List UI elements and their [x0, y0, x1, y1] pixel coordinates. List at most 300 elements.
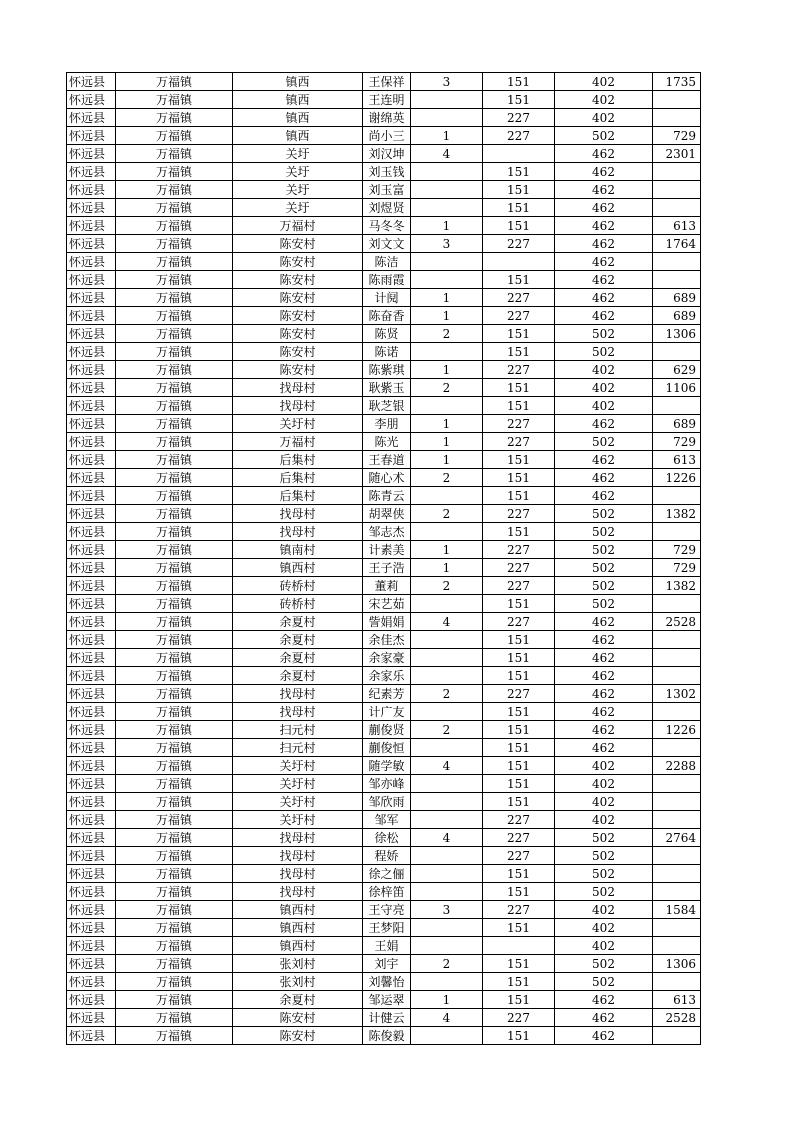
household-size-cell: 1	[411, 433, 483, 451]
name-cell: 董莉	[363, 577, 411, 595]
total-cell	[653, 919, 701, 937]
amount-b-cell: 402	[555, 919, 653, 937]
table-row	[67, 829, 701, 847]
household-size-cell: 1	[411, 559, 483, 577]
name-cell: 尚小三	[363, 127, 411, 145]
total-cell: 1106	[653, 379, 701, 397]
amount-b-cell: 502	[555, 343, 653, 361]
name-cell: 邹志杰	[363, 523, 411, 541]
total-cell	[653, 523, 701, 541]
table-row	[67, 253, 701, 271]
table-row	[67, 235, 701, 253]
total-cell	[653, 631, 701, 649]
amount-a-cell: 151	[483, 703, 555, 721]
county-cell: 怀远县	[67, 433, 116, 451]
table-row	[67, 415, 701, 433]
county-cell: 怀远县	[67, 811, 116, 829]
county-cell: 怀远县	[67, 667, 116, 685]
name-cell: 胡翠侠	[363, 505, 411, 523]
amount-a-cell: 151	[483, 757, 555, 775]
village-cell: 找母村	[233, 865, 363, 883]
town-cell: 万福镇	[116, 487, 233, 505]
table-row	[67, 181, 701, 199]
amount-a-cell: 151	[483, 721, 555, 739]
village-cell: 张刘村	[233, 955, 363, 973]
table-row	[67, 775, 701, 793]
amount-a-cell: 151	[483, 991, 555, 1009]
household-size-cell: 3	[411, 901, 483, 919]
town-cell: 万福镇	[116, 937, 233, 955]
amount-a-cell: 227	[483, 307, 555, 325]
village-cell: 找母村	[233, 883, 363, 901]
village-cell: 镇西村	[233, 919, 363, 937]
county-cell: 怀远县	[67, 847, 116, 865]
county-cell: 怀远县	[67, 1027, 116, 1045]
total-cell: 1735	[653, 73, 701, 91]
amount-b-cell: 402	[555, 73, 653, 91]
amount-b-cell: 502	[555, 127, 653, 145]
table-row	[67, 325, 701, 343]
amount-b-cell: 462	[555, 451, 653, 469]
total-cell	[653, 937, 701, 955]
amount-a-cell: 151	[483, 667, 555, 685]
village-cell: 陈安村	[233, 307, 363, 325]
amount-b-cell: 462	[555, 631, 653, 649]
county-cell: 怀远县	[67, 865, 116, 883]
household-size-cell: 2	[411, 505, 483, 523]
total-cell: 2764	[653, 829, 701, 847]
household-size-cell	[411, 631, 483, 649]
town-cell: 万福镇	[116, 127, 233, 145]
table-row	[67, 109, 701, 127]
amount-a-cell: 151	[483, 217, 555, 235]
household-size-cell: 3	[411, 235, 483, 253]
village-cell: 余夏村	[233, 631, 363, 649]
amount-a-cell: 151	[483, 181, 555, 199]
county-cell: 怀远县	[67, 451, 116, 469]
total-cell: 1306	[653, 955, 701, 973]
amount-b-cell: 502	[555, 505, 653, 523]
amount-a-cell: 151	[483, 523, 555, 541]
county-cell: 怀远县	[67, 199, 116, 217]
household-size-cell	[411, 181, 483, 199]
town-cell: 万福镇	[116, 415, 233, 433]
total-cell	[653, 775, 701, 793]
town-cell: 万福镇	[116, 685, 233, 703]
table-row	[67, 649, 701, 667]
total-cell	[653, 1027, 701, 1045]
name-cell: 余佳杰	[363, 631, 411, 649]
total-cell: 1382	[653, 577, 701, 595]
household-size-cell: 4	[411, 613, 483, 631]
household-size-cell: 1	[411, 991, 483, 1009]
total-cell: 1302	[653, 685, 701, 703]
total-cell: 629	[653, 361, 701, 379]
table-row	[67, 505, 701, 523]
name-cell: 纪素芳	[363, 685, 411, 703]
table-row	[67, 865, 701, 883]
amount-a-cell: 151	[483, 649, 555, 667]
total-cell	[653, 343, 701, 361]
total-cell	[653, 487, 701, 505]
table-row	[67, 433, 701, 451]
total-cell: 1306	[653, 325, 701, 343]
name-cell: 陈贤	[363, 325, 411, 343]
household-size-cell: 4	[411, 829, 483, 847]
county-cell: 怀远县	[67, 541, 116, 559]
household-size-cell	[411, 343, 483, 361]
village-cell: 扫元村	[233, 739, 363, 757]
total-cell	[653, 163, 701, 181]
county-cell: 怀远县	[67, 73, 116, 91]
total-cell: 1764	[653, 235, 701, 253]
total-cell: 689	[653, 415, 701, 433]
village-cell: 找母村	[233, 523, 363, 541]
total-cell: 613	[653, 991, 701, 1009]
table-row	[67, 541, 701, 559]
amount-a-cell: 151	[483, 955, 555, 973]
household-size-cell: 2	[411, 721, 483, 739]
household-size-cell	[411, 811, 483, 829]
total-cell: 2288	[653, 757, 701, 775]
village-cell: 找母村	[233, 703, 363, 721]
name-cell: 徐松	[363, 829, 411, 847]
amount-a-cell: 227	[483, 505, 555, 523]
table-row	[67, 577, 701, 595]
amount-a-cell: 227	[483, 289, 555, 307]
name-cell: 计素美	[363, 541, 411, 559]
amount-a-cell: 227	[483, 901, 555, 919]
table-row	[67, 847, 701, 865]
total-cell: 689	[653, 289, 701, 307]
table-row	[67, 613, 701, 631]
amount-a-cell: 151	[483, 91, 555, 109]
village-cell: 后集村	[233, 469, 363, 487]
village-cell: 余夏村	[233, 667, 363, 685]
amount-b-cell: 502	[555, 883, 653, 901]
county-cell: 怀远县	[67, 901, 116, 919]
county-cell: 怀远县	[67, 379, 116, 397]
village-cell: 陈安村	[233, 235, 363, 253]
amount-a-cell: 151	[483, 163, 555, 181]
total-cell	[653, 199, 701, 217]
county-cell: 怀远县	[67, 991, 116, 1009]
town-cell: 万福镇	[116, 883, 233, 901]
name-cell: 邹运翠	[363, 991, 411, 1009]
county-cell: 怀远县	[67, 91, 116, 109]
table-row	[67, 973, 701, 991]
amount-b-cell: 462	[555, 217, 653, 235]
table-row	[67, 811, 701, 829]
name-cell: 陈洁	[363, 253, 411, 271]
name-cell: 陈紫琪	[363, 361, 411, 379]
table-row	[67, 757, 701, 775]
village-cell: 镇南村	[233, 541, 363, 559]
village-cell: 后集村	[233, 451, 363, 469]
amount-a-cell: 151	[483, 379, 555, 397]
town-cell: 万福镇	[116, 145, 233, 163]
amount-b-cell: 502	[555, 541, 653, 559]
household-size-cell	[411, 847, 483, 865]
total-cell: 729	[653, 541, 701, 559]
town-cell: 万福镇	[116, 307, 233, 325]
table-row	[67, 937, 701, 955]
total-cell: 1226	[653, 721, 701, 739]
county-cell: 怀远县	[67, 523, 116, 541]
table-row	[67, 343, 701, 361]
town-cell: 万福镇	[116, 541, 233, 559]
data-table	[66, 72, 701, 1045]
amount-b-cell: 462	[555, 991, 653, 1009]
village-cell: 关圩村	[233, 757, 363, 775]
amount-a-cell: 151	[483, 397, 555, 415]
amount-b-cell: 462	[555, 289, 653, 307]
amount-b-cell: 462	[555, 415, 653, 433]
household-size-cell: 1	[411, 127, 483, 145]
name-cell: 邹欣雨	[363, 793, 411, 811]
village-cell: 关圩村	[233, 775, 363, 793]
table-row	[67, 667, 701, 685]
amount-a-cell: 151	[483, 451, 555, 469]
town-cell: 万福镇	[116, 217, 233, 235]
household-size-cell: 1	[411, 415, 483, 433]
household-size-cell: 1	[411, 541, 483, 559]
amount-b-cell: 402	[555, 937, 653, 955]
village-cell: 关圩	[233, 181, 363, 199]
amount-b-cell: 462	[555, 307, 653, 325]
county-cell: 怀远县	[67, 703, 116, 721]
name-cell: 刘文文	[363, 235, 411, 253]
county-cell: 怀远县	[67, 487, 116, 505]
total-cell: 729	[653, 559, 701, 577]
village-cell: 陈安村	[233, 1027, 363, 1045]
county-cell: 怀远县	[67, 937, 116, 955]
amount-b-cell: 462	[555, 739, 653, 757]
amount-b-cell: 462	[555, 685, 653, 703]
amount-a-cell: 227	[483, 361, 555, 379]
amount-b-cell: 462	[555, 163, 653, 181]
table-row	[67, 991, 701, 1009]
total-cell	[653, 793, 701, 811]
household-size-cell: 4	[411, 1009, 483, 1027]
amount-a-cell: 151	[483, 487, 555, 505]
name-cell: 蒯俊恒	[363, 739, 411, 757]
name-cell: 邹军	[363, 811, 411, 829]
name-cell: 蒯俊贤	[363, 721, 411, 739]
town-cell: 万福镇	[116, 235, 233, 253]
amount-a-cell: 227	[483, 127, 555, 145]
total-cell	[653, 649, 701, 667]
amount-a-cell	[483, 937, 555, 955]
table-row	[67, 559, 701, 577]
amount-a-cell: 151	[483, 919, 555, 937]
amount-a-cell: 151	[483, 865, 555, 883]
town-cell: 万福镇	[116, 757, 233, 775]
amount-b-cell: 502	[555, 973, 653, 991]
table-row	[67, 91, 701, 109]
village-cell: 找母村	[233, 379, 363, 397]
total-cell	[653, 397, 701, 415]
total-cell	[653, 181, 701, 199]
county-cell: 怀远县	[67, 955, 116, 973]
village-cell: 万福村	[233, 433, 363, 451]
amount-b-cell: 462	[555, 1009, 653, 1027]
village-cell: 关圩	[233, 163, 363, 181]
town-cell: 万福镇	[116, 505, 233, 523]
town-cell: 万福镇	[116, 613, 233, 631]
county-cell: 怀远县	[67, 505, 116, 523]
town-cell: 万福镇	[116, 811, 233, 829]
town-cell: 万福镇	[116, 595, 233, 613]
county-cell: 怀远县	[67, 307, 116, 325]
town-cell: 万福镇	[116, 91, 233, 109]
county-cell: 怀远县	[67, 343, 116, 361]
town-cell: 万福镇	[116, 721, 233, 739]
village-cell: 张刘村	[233, 973, 363, 991]
county-cell: 怀远县	[67, 577, 116, 595]
table-row	[67, 163, 701, 181]
name-cell: 王春道	[363, 451, 411, 469]
amount-b-cell: 462	[555, 667, 653, 685]
total-cell: 2528	[653, 1009, 701, 1027]
amount-a-cell: 227	[483, 577, 555, 595]
amount-a-cell: 227	[483, 235, 555, 253]
household-size-cell	[411, 703, 483, 721]
village-cell: 镇西村	[233, 937, 363, 955]
name-cell: 陈青云	[363, 487, 411, 505]
amount-b-cell: 402	[555, 775, 653, 793]
total-cell: 613	[653, 451, 701, 469]
table-row	[67, 883, 701, 901]
name-cell: 陈雨霞	[363, 271, 411, 289]
town-cell: 万福镇	[116, 469, 233, 487]
household-size-cell	[411, 649, 483, 667]
table-row	[67, 1009, 701, 1027]
county-cell: 怀远县	[67, 739, 116, 757]
household-size-cell	[411, 199, 483, 217]
town-cell: 万福镇	[116, 829, 233, 847]
name-cell: 宋艺茹	[363, 595, 411, 613]
town-cell: 万福镇	[116, 73, 233, 91]
table-row	[67, 73, 701, 91]
village-cell: 后集村	[233, 487, 363, 505]
amount-a-cell: 151	[483, 271, 555, 289]
village-cell: 镇西	[233, 91, 363, 109]
amount-b-cell: 462	[555, 649, 653, 667]
name-cell: 徐之俪	[363, 865, 411, 883]
household-size-cell: 1	[411, 361, 483, 379]
household-size-cell: 2	[411, 955, 483, 973]
amount-b-cell: 462	[555, 1027, 653, 1045]
village-cell: 关圩村	[233, 811, 363, 829]
name-cell: 随心术	[363, 469, 411, 487]
village-cell: 找母村	[233, 505, 363, 523]
county-cell: 怀远县	[67, 721, 116, 739]
name-cell: 陈奋香	[363, 307, 411, 325]
county-cell: 怀远县	[67, 559, 116, 577]
name-cell: 计广友	[363, 703, 411, 721]
name-cell: 刘宇	[363, 955, 411, 973]
town-cell: 万福镇	[116, 559, 233, 577]
household-size-cell: 1	[411, 289, 483, 307]
village-cell: 镇西	[233, 109, 363, 127]
village-cell: 找母村	[233, 829, 363, 847]
amount-b-cell: 402	[555, 811, 653, 829]
county-cell: 怀远县	[67, 883, 116, 901]
total-cell	[653, 883, 701, 901]
name-cell: 刘玉钱	[363, 163, 411, 181]
total-cell	[653, 973, 701, 991]
name-cell: 陈诺	[363, 343, 411, 361]
amount-b-cell: 502	[555, 829, 653, 847]
total-cell	[653, 91, 701, 109]
amount-b-cell: 462	[555, 235, 653, 253]
town-cell: 万福镇	[116, 577, 233, 595]
town-cell: 万福镇	[116, 1027, 233, 1045]
household-size-cell	[411, 523, 483, 541]
table-row	[67, 271, 701, 289]
household-size-cell	[411, 919, 483, 937]
table-row	[67, 199, 701, 217]
village-cell: 余夏村	[233, 613, 363, 631]
name-cell: 訾娟娟	[363, 613, 411, 631]
amount-b-cell: 402	[555, 91, 653, 109]
village-cell: 陈安村	[233, 253, 363, 271]
village-cell: 陈安村	[233, 1009, 363, 1027]
village-cell: 关圩村	[233, 415, 363, 433]
amount-b-cell: 502	[555, 595, 653, 613]
town-cell: 万福镇	[116, 163, 233, 181]
household-size-cell	[411, 937, 483, 955]
county-cell: 怀远县	[67, 1009, 116, 1027]
county-cell: 怀远县	[67, 109, 116, 127]
household-size-cell: 4	[411, 757, 483, 775]
village-cell: 余夏村	[233, 649, 363, 667]
town-cell: 万福镇	[116, 271, 233, 289]
household-size-cell: 1	[411, 307, 483, 325]
total-cell: 729	[653, 127, 701, 145]
amount-a-cell: 151	[483, 343, 555, 361]
amount-a-cell	[483, 145, 555, 163]
town-cell: 万福镇	[116, 343, 233, 361]
name-cell: 王梦阳	[363, 919, 411, 937]
name-cell: 王守亮	[363, 901, 411, 919]
amount-b-cell: 462	[555, 487, 653, 505]
county-cell: 怀远县	[67, 127, 116, 145]
village-cell: 镇西村	[233, 559, 363, 577]
town-cell: 万福镇	[116, 793, 233, 811]
household-size-cell	[411, 163, 483, 181]
name-cell: 计健云	[363, 1009, 411, 1027]
county-cell: 怀远县	[67, 325, 116, 343]
amount-b-cell: 402	[555, 901, 653, 919]
table-row	[67, 379, 701, 397]
name-cell: 李朋	[363, 415, 411, 433]
table-body	[67, 73, 701, 1045]
table-row	[67, 361, 701, 379]
amount-b-cell: 402	[555, 397, 653, 415]
household-size-cell: 3	[411, 73, 483, 91]
town-cell: 万福镇	[116, 325, 233, 343]
name-cell: 王子浩	[363, 559, 411, 577]
amount-a-cell: 151	[483, 595, 555, 613]
town-cell: 万福镇	[116, 433, 233, 451]
town-cell: 万福镇	[116, 739, 233, 757]
amount-b-cell: 502	[555, 433, 653, 451]
village-cell: 万福村	[233, 217, 363, 235]
household-size-cell	[411, 253, 483, 271]
village-cell: 关圩	[233, 145, 363, 163]
